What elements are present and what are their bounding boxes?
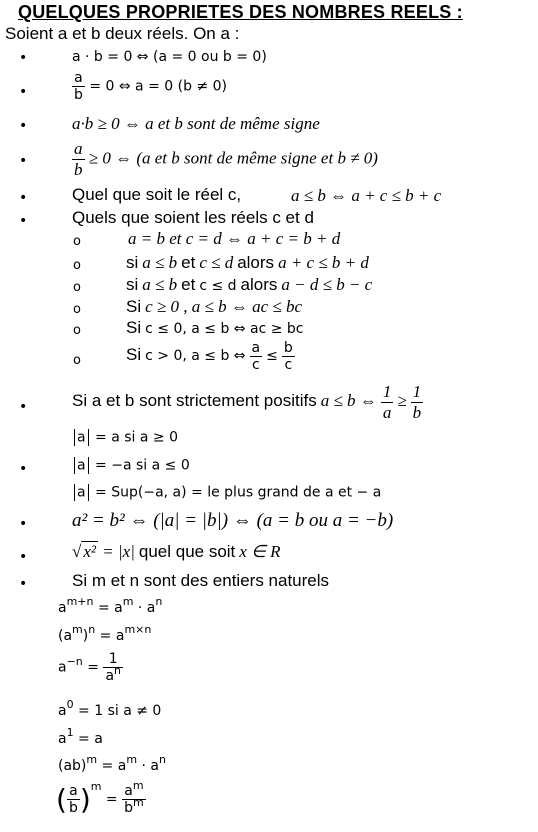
sub-inequality-difference xyxy=(126,275,372,295)
circle-bullet-icon: o xyxy=(73,323,81,338)
sqrt-radicand: x² xyxy=(83,542,96,561)
inverse-text: Si a et b sont strictement positifs xyxy=(72,391,317,411)
math-positive-quotient: c > 0, a ≤ b ⇔ xyxy=(145,348,246,365)
circle-bullet-icon: o xyxy=(73,258,81,273)
fraction-denominator: b xyxy=(412,403,422,422)
property-addition-math: a ≤ b ⇔ a + c ≤ b + c xyxy=(291,186,442,205)
property-sqrt: √ x² = |x| quel que soit x ∈ R xyxy=(72,542,281,561)
page-title: QUELQUES PROPRIETES DES NOMBRES REELS : xyxy=(18,2,463,22)
circle-bullet-icon: o xyxy=(73,353,81,368)
property-product-zero: a · b = 0 ⇔ (a = 0 ou b = 0) xyxy=(72,49,267,65)
abs-arg: a xyxy=(77,457,86,474)
bullet-icon: • xyxy=(19,84,28,100)
power-rule-product-base: $(ab)^m = a^m \cdot a^n$ xyxy=(58,753,166,774)
property-quotient-sign xyxy=(72,139,378,180)
fraction-denominator: b xyxy=(74,160,83,179)
bullet-icon: • xyxy=(19,118,28,134)
abs-rest: = −a si a ≤ 0 xyxy=(95,457,190,474)
property-product-sign: a·b ≥ 0 ⇔ a et b sont de même signe xyxy=(72,114,320,133)
property-squares: a² = b² ⇔ (|a| = |b|) ⇔ (a = b ou a = −b) xyxy=(72,510,394,531)
bullet-icon: • xyxy=(19,190,28,206)
power-rule-one: $a^1 = a$ xyxy=(58,726,103,747)
sub-inequality-sum xyxy=(126,253,369,273)
si-word: Si xyxy=(126,318,142,337)
abs-value-positive xyxy=(72,429,178,446)
sqrt-domain: x ∈ R xyxy=(239,542,281,561)
math-negative-product: c ≤ 0, a ≤ b ⇔ ac ≥ bc xyxy=(145,321,304,337)
math-inverse: a ≤ b ⇔ xyxy=(320,391,377,411)
fraction-numerator: b xyxy=(283,340,293,356)
math-result: a − d ≤ b − c xyxy=(281,275,373,294)
circle-bullet-icon: o xyxy=(73,302,81,317)
abs-rest: = a si a ≥ 0 xyxy=(95,429,179,446)
bullet-icon: • xyxy=(19,153,28,169)
fraction-denominator: b xyxy=(74,87,83,103)
fraction-numerator: a xyxy=(251,340,261,356)
abs-rest: = Sup(−a, a) = le plus grand de a et − a xyxy=(95,484,382,501)
math-a-le-b: a ≤ b xyxy=(142,275,178,294)
property-inverse xyxy=(72,382,423,423)
power-intro-text: Si m et n sont des entiers naturels xyxy=(72,571,330,590)
si-word: si xyxy=(126,253,139,272)
si-word: Si xyxy=(126,345,142,365)
bullet-icon: • xyxy=(19,213,28,229)
bullet-icon: • xyxy=(19,516,28,532)
et-word: et xyxy=(181,275,196,294)
power-rule-negative: $a^{-n}$ = $\frac{1}{a^n}$ xyxy=(58,651,122,684)
fraction-numerator: 1 xyxy=(382,382,392,401)
abs-value-sup xyxy=(72,484,381,501)
property-c-d-text: Quels que soient les réels c et d xyxy=(72,208,314,227)
relation-symbol: ≥ xyxy=(397,391,407,411)
sub-positive-product xyxy=(126,297,302,317)
relation-symbol: ≤ xyxy=(266,348,278,365)
bullet-icon: • xyxy=(19,399,28,415)
abs-value-negative xyxy=(72,457,190,474)
property-addition-text: Quel que soit le réel c, xyxy=(72,185,242,204)
math-result: a + c ≤ b + d xyxy=(278,253,369,272)
math-positive-product: c ≥ 0 , a ≤ b ⇔ ac ≤ bc xyxy=(145,297,303,316)
fraction-numerator: 1 xyxy=(412,382,422,401)
alors-word: alors xyxy=(240,275,278,294)
et-word: et xyxy=(181,253,196,272)
bullet-icon: • xyxy=(19,461,28,477)
si-word: si xyxy=(126,275,139,294)
sub-positive-quotient xyxy=(126,340,295,373)
sub-equality-sum: a = b et c = d ⇔ a + c = b + d xyxy=(128,229,341,248)
circle-bullet-icon: o xyxy=(73,234,81,249)
bullet-icon: • xyxy=(19,549,28,565)
power-rule-quotient: ( $\frac{a}{b}$ )$^m$ = $\frac{a^m}{b^m}$ xyxy=(56,779,144,816)
abs-arg: a xyxy=(77,484,86,501)
fraction-denominator: c xyxy=(282,356,295,373)
intro-text: Soient a et b deux réels. On a : xyxy=(5,24,240,43)
bullet-icon: • xyxy=(19,50,28,66)
fraction-denominator: a xyxy=(382,403,392,422)
math-a-le-b: a ≤ b xyxy=(142,253,178,272)
sqrt-equals: = |x| xyxy=(98,542,135,561)
power-rule-sum: $a^{m+n} = a^m \cdot a^n$ xyxy=(58,595,163,616)
sqrt-text: quel que soit xyxy=(138,542,236,561)
math-c-le-d: c ≤ d xyxy=(199,278,237,294)
abs-arg: a xyxy=(77,429,86,446)
quotient-zero-rest: = 0 ⇔ a = 0 (b ≠ 0) xyxy=(84,78,227,95)
sub-negative-product xyxy=(126,318,303,338)
circle-bullet-icon: o xyxy=(73,280,81,295)
math-c-le-d: c ≤ d xyxy=(199,253,234,272)
fraction-denominator: c xyxy=(250,356,263,373)
property-quotient-zero xyxy=(72,70,227,103)
power-rule-zero: $a^0 = 1$ si a ≠ 0 xyxy=(58,698,162,719)
alors-word: alors xyxy=(237,253,275,272)
si-word: Si xyxy=(126,297,142,316)
power-rule-product: $(a^m)^n = a^{m\times n}$ xyxy=(58,623,152,644)
quotient-sign-rest: ≥ 0 ⇔ (a et b sont de même signe et b ≠ 0) xyxy=(84,148,378,168)
fraction-numerator: a xyxy=(74,70,83,86)
bullet-icon: • xyxy=(19,576,28,592)
fraction-numerator: a xyxy=(74,139,83,158)
